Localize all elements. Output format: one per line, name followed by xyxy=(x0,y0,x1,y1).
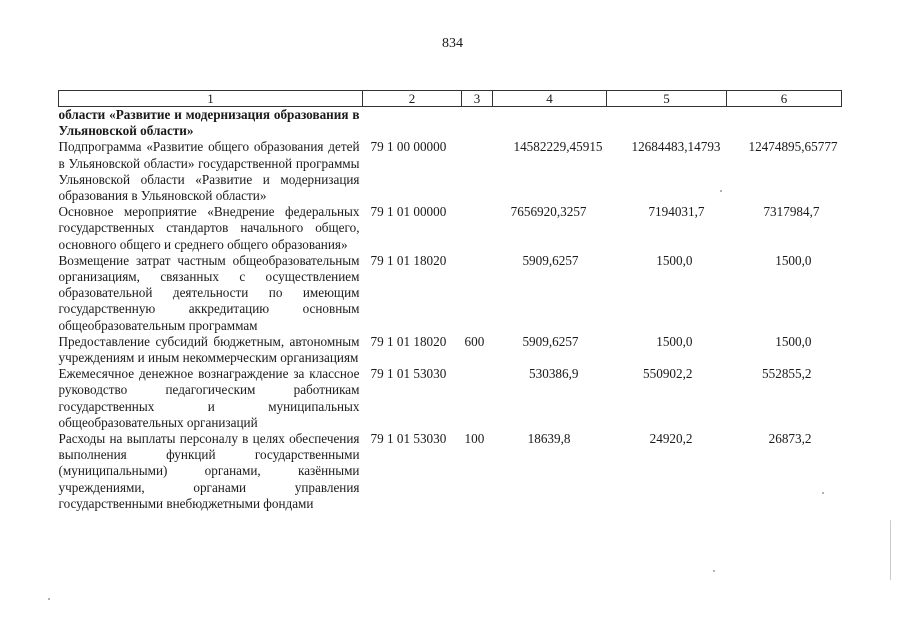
budget-table xyxy=(58,90,842,512)
header-col-5: 5 xyxy=(607,91,727,107)
scan-edge-mark xyxy=(890,520,891,580)
row-type: 100 xyxy=(464,431,485,447)
header-col-1: 1 xyxy=(59,91,363,107)
row-name: Возмещение затрат частным общеобразовательным организациям, связанных с осуществлением образовательной деятельности по имеющим государственную аккредитацию основным общеобразовательным программам xyxy=(58,252,360,333)
page-number: 834 xyxy=(442,36,463,51)
header-col-3: 3 xyxy=(462,91,493,107)
row-code: 79 1 01 18020 xyxy=(370,252,447,268)
row-value-3: 552855,2 xyxy=(762,366,812,382)
row-value-1: 14582229,45915 xyxy=(513,139,603,155)
row-name: области «Развитие и модернизация образования в Ульяновской области» xyxy=(58,107,360,139)
row-name: Расходы на выплаты персоналу в целях обеспечения выполнения функций государственными (муниципальными) органами, казёнными учреждениями, органами управления государственными внебюджетными фондами xyxy=(58,431,360,511)
header-col-2: 2 xyxy=(363,91,462,107)
row-value-3: 1500,0 xyxy=(775,252,812,268)
row-value-1: 7656920,3257 xyxy=(510,204,587,220)
row-value-2: 1500,0 xyxy=(656,333,693,349)
row-name: Подпрограмма «Развитие общего образования детей в Ульяновской области» государственной программы Ульяновской области «Развитие и модернизация образования в Ульяновской области» xyxy=(58,139,360,204)
table-row xyxy=(59,334,842,366)
row-code: 79 1 01 00000 xyxy=(370,204,447,220)
row-value-3: 1500,0 xyxy=(775,333,812,349)
row-value-1: 5909,6257 xyxy=(522,252,579,268)
row-code: 79 1 00 00000 xyxy=(370,139,447,155)
scan-speck xyxy=(822,492,824,494)
row-value-2: 550902,2 xyxy=(643,366,693,382)
row-value-3: 26873,2 xyxy=(768,431,812,447)
scan-speck xyxy=(720,190,722,192)
table-row xyxy=(59,366,842,431)
table-row xyxy=(59,253,842,334)
row-type xyxy=(462,366,493,431)
row-value-1: 5909,6257 xyxy=(522,333,579,349)
header-col-4: 4 xyxy=(493,91,607,107)
table-row xyxy=(59,204,842,253)
row-type xyxy=(462,204,493,253)
row-value-2: 12684483,14793 xyxy=(631,139,721,155)
row-type xyxy=(462,139,493,204)
row-value-2: 1500,0 xyxy=(656,252,693,268)
row-name: Основное мероприятие «Внедрение федеральных государственных стандартов начального общего, основного общего и среднего общего образования» xyxy=(58,204,360,252)
table-row xyxy=(59,431,842,512)
row-value-1 xyxy=(493,107,607,140)
row-value-1: 18639,8 xyxy=(527,431,571,447)
row-value-3: 7317984,7 xyxy=(763,204,820,220)
row-type xyxy=(462,107,493,140)
row-value-2 xyxy=(607,107,727,140)
row-type: 600 xyxy=(464,333,485,349)
row-code: 79 1 01 18020 xyxy=(370,333,447,349)
table-row xyxy=(59,139,842,204)
row-value-2: 24920,2 xyxy=(649,431,693,447)
table-row xyxy=(59,107,842,140)
row-value-1: 530386,9 xyxy=(529,366,579,382)
scan-speck xyxy=(48,598,50,600)
row-value-3 xyxy=(727,107,842,140)
row-code: 79 1 01 53030 xyxy=(370,431,447,447)
row-code xyxy=(363,107,462,140)
row-name: Предоставление субсидий бюджетным, автономным учреждениям и иным некоммерческим организациям xyxy=(58,333,360,366)
row-code: 79 1 01 53030 xyxy=(370,366,447,382)
scan-speck xyxy=(713,570,715,572)
header-col-6: 6 xyxy=(727,91,842,107)
header-row xyxy=(59,91,842,107)
row-value-2: 7194031,7 xyxy=(648,204,705,220)
row-name: Ежемесячное денежное вознаграждение за классное руководство педагогическим работникам государственных и муниципальных общеобразовательных организаций xyxy=(58,366,360,430)
row-value-3: 12474895,65777 xyxy=(748,139,838,155)
row-type xyxy=(462,253,493,334)
